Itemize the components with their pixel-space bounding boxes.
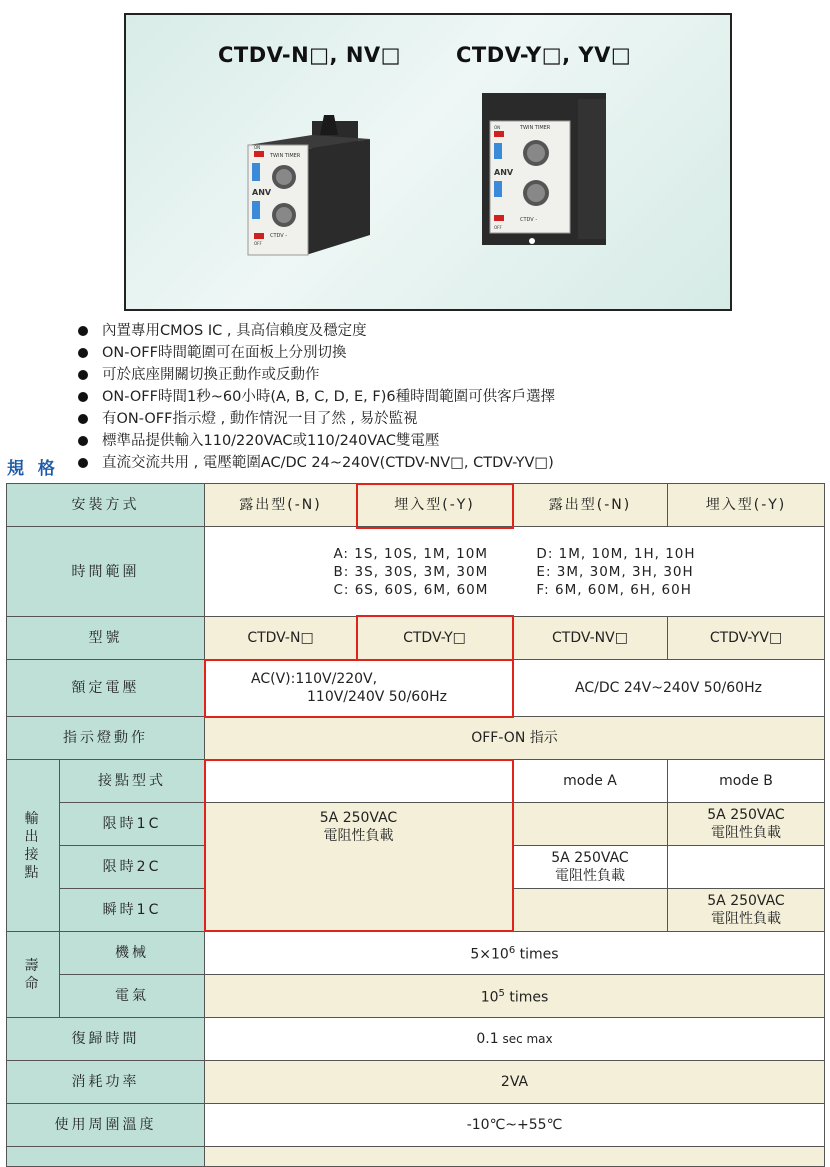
table-row: [7, 617, 825, 660]
output-contact-label: 輸 出 接 點: [7, 760, 60, 932]
spec-section-title: 規 格: [7, 459, 59, 479]
mechanical-life-cell: $5\times 10^6$ times: [205, 932, 825, 975]
spec-table: [6, 483, 825, 1167]
limit1-label: 限時1C: [60, 803, 205, 846]
feature-item: 內置專用CMOS IC , 具高信賴度及穩定度: [78, 320, 555, 342]
cut-cell: [205, 1147, 825, 1167]
table-row: [7, 1147, 825, 1167]
device-left-title: TWIN TIMER: [270, 153, 301, 159]
product-image-panel: [124, 13, 732, 311]
device-right-title: TWIN TIMER: [520, 125, 551, 131]
feature-item: 直流交流共用 , 電壓範圍AC/DC 24~240V(CTDV-NV□, CTDV-YV□): [78, 452, 555, 474]
feature-item: 可於底座開關切換正動作或反動作: [78, 364, 555, 386]
time-range-cell: [205, 527, 825, 617]
temperature-cell: -10℃~+55℃: [205, 1104, 825, 1147]
mount-cell: 埋入型(-Y): [357, 484, 513, 527]
model-label-right: CTDV-Y□, YV□: [456, 43, 632, 67]
bullet-icon: [78, 414, 88, 424]
model-label-left: CTDV-N□, NV□: [218, 43, 401, 67]
indicator-label: 指示燈動作: [7, 717, 205, 760]
table-row: [7, 717, 825, 760]
empty-cell: [513, 889, 668, 932]
voltage-left-cell: AC(V):110V/220V, 110V/240V 50/60Hz: [205, 660, 513, 717]
life-label: 壽 命: [7, 932, 60, 1018]
indicator-cell: OFF-ON 指示: [205, 717, 825, 760]
device-left-model: CTDV -: [270, 233, 288, 239]
mode-a-cell: mode A: [513, 760, 668, 803]
mode-b-cell: mode B: [668, 760, 825, 803]
device-right-off: OFF: [494, 225, 502, 230]
feature-item: ON-OFF時間範圍可在面板上分別切換: [78, 342, 555, 364]
bullet-icon: [78, 326, 88, 336]
mount-cell: 露出型(-N): [513, 484, 668, 527]
output-rating-cell: 5A 250VAC 電阻性負載: [205, 803, 513, 932]
power-cell: 2VA: [205, 1061, 825, 1104]
table-row: [7, 932, 825, 975]
instant-modeb-cell: 5A 250VAC 電阻性負載: [668, 889, 825, 932]
bullet-icon: [78, 370, 88, 380]
feature-list: [78, 320, 555, 474]
model-cell: CTDV-NV□: [513, 617, 668, 660]
empty-cell: [513, 803, 668, 846]
bullet-icon: [78, 458, 88, 468]
power-label: 消耗功率: [7, 1061, 205, 1104]
table-row: [7, 1061, 825, 1104]
model-number-label: 型號: [7, 617, 205, 660]
electrical-life-cell: $10^5$ times: [205, 975, 825, 1018]
voltage-right-cell: AC/DC 24V~240V 50/60Hz: [513, 660, 825, 717]
table-row: [7, 760, 825, 803]
reset-time-label: 復歸時間: [7, 1018, 205, 1061]
table-row: [7, 1018, 825, 1061]
empty-cell: [668, 846, 825, 889]
limit2-label: 限時2C: [60, 846, 205, 889]
device-left-on: ON: [254, 145, 261, 150]
table-row: [7, 1104, 825, 1147]
device-left-brand: ANV: [252, 188, 272, 197]
device-right-model: CTDV -: [520, 217, 538, 223]
mount-cell: 露出型(-N): [205, 484, 357, 527]
limit2-modea-cell: 5A 250VAC 電阻性負載: [513, 846, 668, 889]
mechanical-label: 機械: [60, 932, 205, 975]
time-range-right: D: 1M, 10M, 1H, 10H E: 3M, 30M, 3H, 30H F: 6M, 60M, 6H, 60H: [536, 545, 696, 598]
feature-item: 有ON-OFF指示燈 , 動作情況一目了然 , 易於監視: [78, 408, 555, 430]
bullet-icon: [78, 392, 88, 402]
table-row: [7, 803, 825, 846]
mount-cell: 埋入型(-Y): [668, 484, 825, 527]
contact-type-cell: [205, 760, 513, 803]
timer-device-surface-mount: [240, 115, 390, 265]
bullet-icon: [78, 348, 88, 358]
table-row: [7, 484, 825, 527]
device-right-brand: ANV: [494, 168, 514, 177]
timer-device-flush-mount: [482, 93, 612, 253]
table-row: [7, 660, 825, 717]
feature-item: 標準品提供輸入110/220VAC或110/240VAC雙電壓: [78, 430, 555, 452]
temperature-label: 使用周圍溫度: [7, 1104, 205, 1147]
feature-item: ON-OFF時間1秒~60小時(A, B, C, D, E, F)6種時間範圍可供客戶選擇: [78, 386, 555, 408]
instant-label: 瞬時1C: [60, 889, 205, 932]
device-right-on: ON: [494, 125, 501, 130]
voltage-label: 額定電壓: [7, 660, 205, 717]
reset-time-cell: 0.1 sec max: [205, 1018, 825, 1061]
model-cell: CTDV-YV□: [668, 617, 825, 660]
mount-label: 安裝方式: [7, 484, 205, 527]
electrical-label: 電氣: [60, 975, 205, 1018]
cut-label: [7, 1147, 205, 1167]
table-row: [7, 527, 825, 617]
time-range-label: 時間範圍: [7, 527, 205, 617]
table-row: [7, 975, 825, 1018]
time-range-left: A: 1S, 10S, 1M, 10M B: 3S, 30S, 3M, 30M C: 6S, 60S, 6M, 60M: [333, 545, 489, 598]
bullet-icon: [78, 436, 88, 446]
contact-type-label: 接點型式: [60, 760, 205, 803]
limit1-modeb-cell: 5A 250VAC 電阻性負載: [668, 803, 825, 846]
model-cell: CTDV-Y□: [357, 617, 513, 660]
device-left-off: OFF: [254, 241, 262, 246]
model-cell: CTDV-N□: [205, 617, 357, 660]
